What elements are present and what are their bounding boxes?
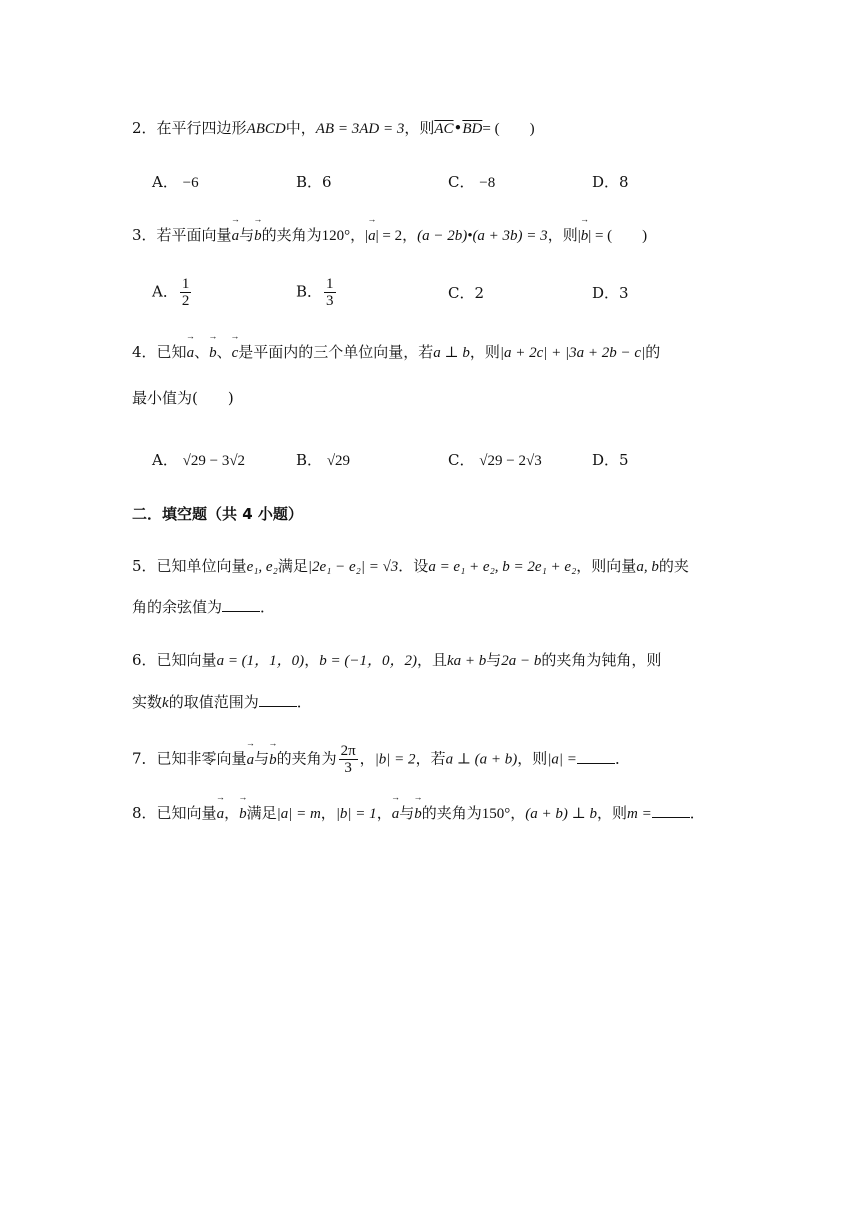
question-number: 3． xyxy=(132,226,157,244)
q2-option-b[interactable]: B．6 xyxy=(296,173,332,191)
q2-option-c[interactable]: C． −8 xyxy=(448,173,496,191)
question-5-stem-line2: 角的余弦值为 ． xyxy=(132,598,276,616)
fraction: $\frac{2\pi}{3}$ xyxy=(340,743,356,776)
answer-blank[interactable] xyxy=(259,692,297,707)
question-4-stem: 4．已知a →、b →、c →是平面内的三个单位向量，若a ⊥ b，则|a + 2c| + |3a + 2b − c|的 xyxy=(132,342,660,363)
q3-option-a[interactable]: A． $\frac{1}{2}$ xyxy=(152,276,190,309)
question-number: 4． xyxy=(132,343,157,361)
q4-option-c[interactable]: C． √29 − 2√3 xyxy=(448,451,542,469)
q2-option-a[interactable]: A． −6 xyxy=(152,173,199,191)
question-number: 7． xyxy=(132,749,157,768)
answer-blank[interactable] xyxy=(222,597,260,612)
question-8-stem: 8．已知向量a →，b →满足|a| = m，|b| = 1，a →与b →的夹角为150°，(a + b) ⊥ b，则m = ． xyxy=(132,803,705,824)
fraction: $\frac{1}{3}$ xyxy=(326,276,334,309)
q4-option-d[interactable]: D．5 xyxy=(592,451,629,469)
q3-option-b[interactable]: B． $\frac{1}{3}$ xyxy=(296,276,334,309)
question-7-stem: 7．已知非零向量a →与b →的夹角为 $\frac{2\pi}{3}$ ，|b| = 2，若a ⊥ (a + b)，则|a| = ． xyxy=(132,743,630,776)
question-4-stem-line2: 最小值为( ) xyxy=(132,389,234,407)
question-number: 8． xyxy=(132,804,157,822)
answer-blank[interactable] xyxy=(577,749,615,764)
answer-blank[interactable] xyxy=(652,803,690,818)
question-6-stem-line2: 实数k的取值范围为 ． xyxy=(132,693,312,711)
question-5-stem: 5．已知单位向量e₁, e₂满足|2e₁ − e₂| = √3．设a = e₁ + e₂, b = 2e₁ + e₂，则向量a, b的夹 xyxy=(132,557,689,575)
q2-option-d[interactable]: D．8 xyxy=(592,173,629,191)
question-number: 5． xyxy=(132,557,157,575)
section-heading: 二．填空题（共 4 小题） xyxy=(132,505,303,523)
q3-option-d[interactable]: D．3 xyxy=(592,284,629,302)
question-3-stem: 3．若平面向量a →与b →的夹角为120°，|a →| = 2，(a − 2b)•(a + 3b) = 3，则|b →| = ( ) xyxy=(132,225,647,246)
q3-option-c[interactable]: C．2 xyxy=(448,284,485,302)
q4-option-a[interactable]: A． √29 − 3√2 xyxy=(152,451,246,469)
fraction: $\frac{1}{2}$ xyxy=(181,276,190,309)
question-6-stem: 6．已知向量a = (1，1，0)，b = (−1，0，2)，且ka + b与2a − b的夹角为钝角，则 xyxy=(132,651,662,669)
q4-option-b[interactable]: B． √29 xyxy=(296,451,351,469)
question-number: 2． xyxy=(132,119,157,137)
question-number: 6． xyxy=(132,651,157,669)
question-2-stem: 2．在平行四边形ABCD中，AB = 3AD = 3，则$\overline{AC}•\overline{BD}=$ ( ) xyxy=(132,119,535,137)
